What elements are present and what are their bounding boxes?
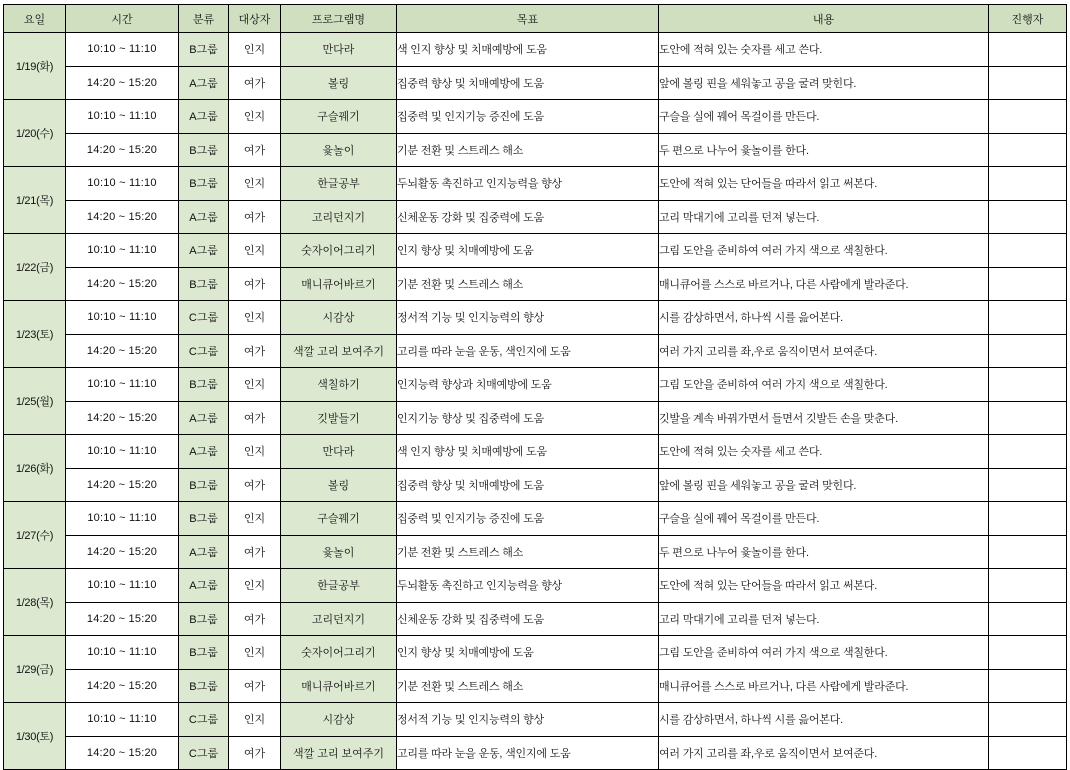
cell-program: 만다라 xyxy=(281,33,397,67)
cell-goal: 기분 전환 및 스트레스 해소 xyxy=(397,535,659,569)
cell-content: 깃발을 계속 바꿔가면서 들면서 깃발든 손을 맞춘다. xyxy=(659,401,989,435)
cell-goal: 집중력 향상 및 치매예방에 도움 xyxy=(397,66,659,100)
cell-day: 1/26(화) xyxy=(4,435,66,502)
cell-day: 1/20(수) xyxy=(4,100,66,167)
cell-host xyxy=(989,502,1067,536)
cell-content: 두 편으로 나누어 윷놀이를 한다. xyxy=(659,535,989,569)
cell-goal: 색 인지 향상 및 치매예방에 도움 xyxy=(397,33,659,67)
cell-target: 인지 xyxy=(229,167,281,201)
table-row xyxy=(4,301,1067,335)
cell-host xyxy=(989,401,1067,435)
cell-type: C그룹 xyxy=(179,334,229,368)
cell-type: A그룹 xyxy=(179,535,229,569)
cell-program: 숫자이어그리기 xyxy=(281,234,397,268)
program-schedule-table xyxy=(3,4,1067,770)
cell-target: 인지 xyxy=(229,234,281,268)
cell-day: 1/21(목) xyxy=(4,167,66,234)
cell-time: 10:10 ~ 11:10 xyxy=(66,569,179,603)
cell-target: 여가 xyxy=(229,669,281,703)
cell-target: 여가 xyxy=(229,334,281,368)
header-row xyxy=(4,5,1067,33)
cell-host xyxy=(989,66,1067,100)
cell-type: B그룹 xyxy=(179,468,229,502)
cell-content: 도안에 적혀 있는 숫자를 세고 쓴다. xyxy=(659,33,989,67)
cell-day: 1/23(토) xyxy=(4,301,66,368)
table-row xyxy=(4,33,1067,67)
cell-host xyxy=(989,736,1067,770)
cell-type: C그룹 xyxy=(179,301,229,335)
cell-content: 구슬을 실에 꿰어 목걸이를 만든다. xyxy=(659,100,989,134)
cell-goal: 색 인지 향상 및 치매예방에 도움 xyxy=(397,435,659,469)
cell-target: 인지 xyxy=(229,100,281,134)
cell-target: 여가 xyxy=(229,133,281,167)
cell-host xyxy=(989,703,1067,737)
cell-content: 앞에 볼링 핀을 세워놓고 공을 굴려 맞힌다. xyxy=(659,66,989,100)
cell-day: 1/30(토) xyxy=(4,703,66,770)
cell-program: 매니큐어바르기 xyxy=(281,267,397,301)
cell-program: 윷놀이 xyxy=(281,535,397,569)
table-row xyxy=(4,167,1067,201)
cell-type: B그룹 xyxy=(179,602,229,636)
cell-goal: 두뇌활동 촉진하고 인지능력을 향상 xyxy=(397,569,659,603)
cell-goal: 신체운동 강화 및 집중력에 도움 xyxy=(397,200,659,234)
column-header-program: 프로그램명 xyxy=(281,5,397,33)
table-row xyxy=(4,569,1067,603)
cell-program: 시감상 xyxy=(281,301,397,335)
column-header-content: 내용 xyxy=(659,5,989,33)
cell-goal: 인지능력 향상과 치매예방에 도움 xyxy=(397,368,659,402)
cell-day: 1/19(화) xyxy=(4,33,66,100)
table-row xyxy=(4,602,1067,636)
cell-program: 시감상 xyxy=(281,703,397,737)
cell-time: 14:20 ~ 15:20 xyxy=(66,602,179,636)
cell-program: 색깔 고리 보여주기 xyxy=(281,736,397,770)
cell-type: A그룹 xyxy=(179,401,229,435)
cell-host xyxy=(989,334,1067,368)
table-row xyxy=(4,669,1067,703)
cell-target: 인지 xyxy=(229,569,281,603)
table-row xyxy=(4,267,1067,301)
cell-type: B그룹 xyxy=(179,267,229,301)
cell-time: 14:20 ~ 15:20 xyxy=(66,535,179,569)
cell-target: 인지 xyxy=(229,636,281,670)
cell-program: 윷놀이 xyxy=(281,133,397,167)
cell-program: 색칠하기 xyxy=(281,368,397,402)
table-row xyxy=(4,133,1067,167)
cell-target: 여가 xyxy=(229,200,281,234)
cell-type: C그룹 xyxy=(179,736,229,770)
cell-type: B그룹 xyxy=(179,33,229,67)
cell-host xyxy=(989,33,1067,67)
cell-goal: 인지 향상 및 치매예방에 도움 xyxy=(397,234,659,268)
cell-content: 매니큐어를 스스로 바르거나, 다른 사람에게 발라준다. xyxy=(659,669,989,703)
cell-day: 1/29(금) xyxy=(4,636,66,703)
cell-content: 앞에 볼링 핀을 세워놓고 공을 굴려 맞힌다. xyxy=(659,468,989,502)
cell-host xyxy=(989,435,1067,469)
table-row xyxy=(4,502,1067,536)
cell-day: 1/22(금) xyxy=(4,234,66,301)
cell-type: A그룹 xyxy=(179,569,229,603)
cell-target: 여가 xyxy=(229,66,281,100)
cell-target: 여가 xyxy=(229,535,281,569)
cell-content: 두 편으로 나누어 윷놀이를 한다. xyxy=(659,133,989,167)
cell-host xyxy=(989,535,1067,569)
table-row xyxy=(4,368,1067,402)
cell-target: 여가 xyxy=(229,736,281,770)
cell-program: 깃발들기 xyxy=(281,401,397,435)
cell-time: 10:10 ~ 11:10 xyxy=(66,301,179,335)
cell-content: 시를 감상하면서, 하나씩 시를 읊어본다. xyxy=(659,301,989,335)
cell-target: 여가 xyxy=(229,267,281,301)
cell-host xyxy=(989,468,1067,502)
cell-host xyxy=(989,200,1067,234)
cell-type: A그룹 xyxy=(179,100,229,134)
cell-program: 한글공부 xyxy=(281,569,397,603)
cell-target: 인지 xyxy=(229,435,281,469)
cell-time: 14:20 ~ 15:20 xyxy=(66,267,179,301)
cell-program: 고리던지기 xyxy=(281,602,397,636)
cell-target: 여가 xyxy=(229,401,281,435)
table-header xyxy=(4,5,1067,33)
cell-target: 인지 xyxy=(229,502,281,536)
cell-target: 인지 xyxy=(229,703,281,737)
cell-content: 고리 막대기에 고리를 던져 넣는다. xyxy=(659,602,989,636)
cell-goal: 집중력 및 인지기능 증진에 도움 xyxy=(397,502,659,536)
cell-time: 10:10 ~ 11:10 xyxy=(66,100,179,134)
cell-goal: 집중력 및 인지기능 증진에 도움 xyxy=(397,100,659,134)
cell-type: A그룹 xyxy=(179,66,229,100)
cell-target: 여가 xyxy=(229,602,281,636)
cell-goal: 기분 전환 및 스트레스 해소 xyxy=(397,133,659,167)
table-row xyxy=(4,401,1067,435)
cell-goal: 집중력 향상 및 치매예방에 도움 xyxy=(397,468,659,502)
cell-content: 도안에 적혀 있는 단어들을 따라서 읽고 써본다. xyxy=(659,167,989,201)
cell-content: 여러 가지 고리를 좌,우로 움직이면서 보여준다. xyxy=(659,736,989,770)
cell-time: 14:20 ~ 15:20 xyxy=(66,669,179,703)
cell-target: 여가 xyxy=(229,468,281,502)
cell-time: 10:10 ~ 11:10 xyxy=(66,636,179,670)
cell-type: B그룹 xyxy=(179,669,229,703)
cell-host xyxy=(989,669,1067,703)
cell-program: 고리던지기 xyxy=(281,200,397,234)
table-row xyxy=(4,703,1067,737)
cell-type: B그룹 xyxy=(179,368,229,402)
table-row xyxy=(4,535,1067,569)
cell-time: 14:20 ~ 15:20 xyxy=(66,401,179,435)
cell-type: B그룹 xyxy=(179,133,229,167)
cell-goal: 두뇌활동 촉진하고 인지능력을 향상 xyxy=(397,167,659,201)
cell-time: 10:10 ~ 11:10 xyxy=(66,502,179,536)
cell-host xyxy=(989,234,1067,268)
cell-program: 구슬꿰기 xyxy=(281,100,397,134)
cell-program: 한글공부 xyxy=(281,167,397,201)
cell-program: 만다라 xyxy=(281,435,397,469)
cell-goal: 인지 향상 및 치매예방에 도움 xyxy=(397,636,659,670)
cell-type: B그룹 xyxy=(179,502,229,536)
cell-goal: 기분 전환 및 스트레스 해소 xyxy=(397,669,659,703)
cell-program: 매니큐어바르기 xyxy=(281,669,397,703)
cell-host xyxy=(989,133,1067,167)
cell-host xyxy=(989,368,1067,402)
cell-time: 10:10 ~ 11:10 xyxy=(66,368,179,402)
column-header-time: 시간 xyxy=(66,5,179,33)
cell-goal: 정서적 기능 및 인지능력의 향상 xyxy=(397,301,659,335)
cell-content: 매니큐어를 스스로 바르거나, 다른 사람에게 발라준다. xyxy=(659,267,989,301)
column-header-type: 분류 xyxy=(179,5,229,33)
cell-type: A그룹 xyxy=(179,234,229,268)
table-row xyxy=(4,200,1067,234)
cell-goal: 정서적 기능 및 인지능력의 향상 xyxy=(397,703,659,737)
cell-content: 고리 막대기에 고리를 던져 넣는다. xyxy=(659,200,989,234)
column-header-goal: 목표 xyxy=(397,5,659,33)
cell-target: 인지 xyxy=(229,368,281,402)
cell-time: 10:10 ~ 11:10 xyxy=(66,167,179,201)
cell-day: 1/28(목) xyxy=(4,569,66,636)
cell-type: A그룹 xyxy=(179,435,229,469)
table-row xyxy=(4,636,1067,670)
cell-time: 14:20 ~ 15:20 xyxy=(66,200,179,234)
cell-host xyxy=(989,636,1067,670)
cell-goal: 기분 전환 및 스트레스 해소 xyxy=(397,267,659,301)
column-header-day: 요일 xyxy=(4,5,66,33)
cell-goal: 인지기능 향상 및 집중력에 도움 xyxy=(397,401,659,435)
cell-goal: 고리를 따라 눈을 운동, 색인지에 도움 xyxy=(397,736,659,770)
cell-host xyxy=(989,602,1067,636)
cell-time: 14:20 ~ 15:20 xyxy=(66,334,179,368)
cell-program: 구슬꿰기 xyxy=(281,502,397,536)
cell-host xyxy=(989,100,1067,134)
cell-type: C그룹 xyxy=(179,703,229,737)
cell-target: 인지 xyxy=(229,301,281,335)
cell-type: B그룹 xyxy=(179,636,229,670)
cell-type: A그룹 xyxy=(179,200,229,234)
cell-goal: 신체운동 강화 및 집중력에 도움 xyxy=(397,602,659,636)
cell-time: 14:20 ~ 15:20 xyxy=(66,66,179,100)
cell-content: 도안에 적혀 있는 단어들을 따라서 읽고 써본다. xyxy=(659,569,989,603)
cell-content: 시를 감상하면서, 하나씩 시를 읊어본다. xyxy=(659,703,989,737)
cell-program: 색깔 고리 보여주기 xyxy=(281,334,397,368)
cell-content: 도안에 적혀 있는 숫자를 세고 쓴다. xyxy=(659,435,989,469)
cell-time: 10:10 ~ 11:10 xyxy=(66,33,179,67)
cell-content: 그림 도안을 준비하여 여러 가지 색으로 색칠한다. xyxy=(659,636,989,670)
cell-type: B그룹 xyxy=(179,167,229,201)
column-header-host: 진행자 xyxy=(989,5,1067,33)
cell-time: 10:10 ~ 11:10 xyxy=(66,435,179,469)
cell-goal: 고리를 따라 눈을 운동, 색인지에 도움 xyxy=(397,334,659,368)
table-row xyxy=(4,334,1067,368)
table-row xyxy=(4,435,1067,469)
column-header-target: 대상자 xyxy=(229,5,281,33)
table-row xyxy=(4,736,1067,770)
cell-content: 여러 가지 고리를 좌,우로 움직이면서 보여준다. xyxy=(659,334,989,368)
cell-host xyxy=(989,569,1067,603)
cell-time: 10:10 ~ 11:10 xyxy=(66,703,179,737)
cell-time: 14:20 ~ 15:20 xyxy=(66,133,179,167)
table-row xyxy=(4,468,1067,502)
cell-content: 그림 도안을 준비하여 여러 가지 색으로 색칠한다. xyxy=(659,234,989,268)
cell-time: 14:20 ~ 15:20 xyxy=(66,468,179,502)
cell-host xyxy=(989,167,1067,201)
cell-content: 그림 도안을 준비하여 여러 가지 색으로 색칠한다. xyxy=(659,368,989,402)
cell-time: 14:20 ~ 15:20 xyxy=(66,736,179,770)
cell-content: 구슬을 실에 꿰어 목걸이를 만든다. xyxy=(659,502,989,536)
table-body xyxy=(4,33,1067,770)
cell-day: 1/25(월) xyxy=(4,368,66,435)
table-row xyxy=(4,234,1067,268)
cell-program: 볼링 xyxy=(281,468,397,502)
cell-host xyxy=(989,301,1067,335)
table-row xyxy=(4,100,1067,134)
cell-host xyxy=(989,267,1067,301)
cell-program: 숫자이어그리기 xyxy=(281,636,397,670)
cell-time: 10:10 ~ 11:10 xyxy=(66,234,179,268)
table-row xyxy=(4,66,1067,100)
cell-target: 인지 xyxy=(229,33,281,67)
cell-program: 볼링 xyxy=(281,66,397,100)
cell-day: 1/27(수) xyxy=(4,502,66,569)
